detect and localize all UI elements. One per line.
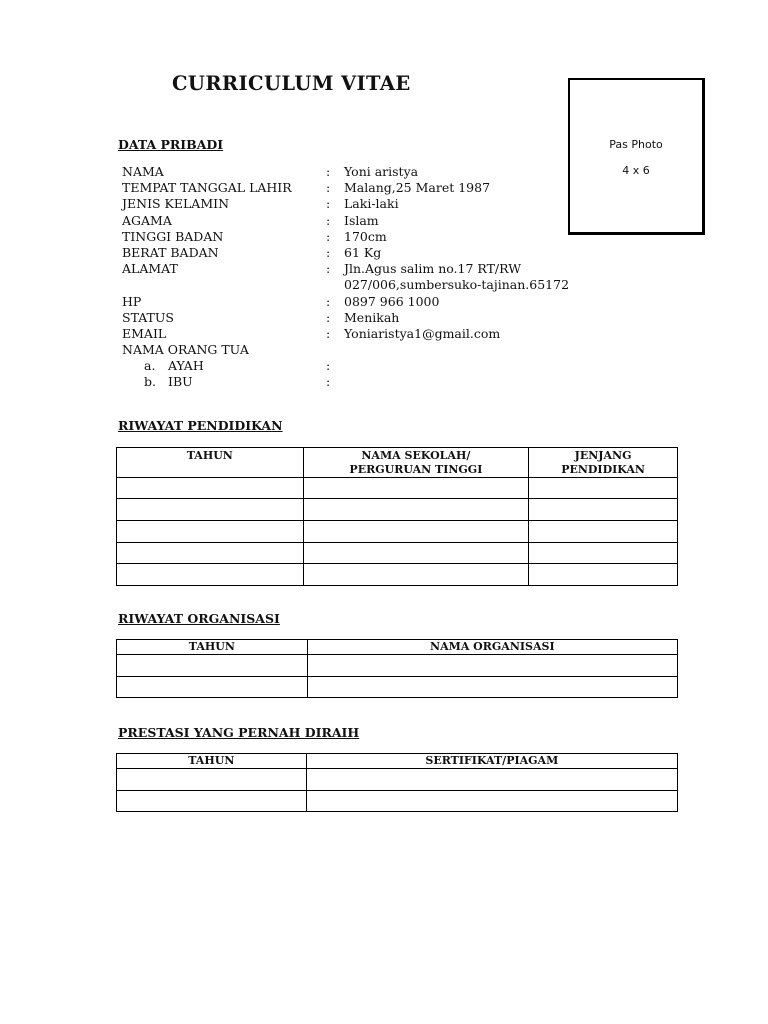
info-label: TEMPAT TANGGAL LAHIR <box>122 180 292 196</box>
header-pendidikan: PENDIDIKAN <box>561 463 645 476</box>
table-cell[interactable] <box>117 769 307 791</box>
table-cell[interactable] <box>303 543 529 564</box>
info-label: AYAH <box>168 358 204 374</box>
info-label: STATUS <box>122 309 174 325</box>
table-cell[interactable] <box>117 655 308 677</box>
table-row <box>117 791 678 812</box>
info-colon: : <box>326 325 331 341</box>
table-row <box>117 521 678 543</box>
info-value: 027/006,sumbersuko-tajinan.65172 <box>344 277 570 293</box>
table-row <box>117 478 678 499</box>
parent-item <box>144 374 193 390</box>
header-cell <box>307 640 677 655</box>
info-row <box>122 261 602 277</box>
list-marker: b. <box>144 374 156 390</box>
info-row <box>122 180 602 196</box>
table-cell[interactable] <box>303 499 529 521</box>
header-cell <box>306 754 677 769</box>
table-row <box>117 677 678 698</box>
info-value: Menikah <box>344 309 400 325</box>
info-colon: : <box>326 228 331 244</box>
info-label: JENIS KELAMIN <box>122 196 230 212</box>
info-row <box>122 374 602 390</box>
table-header-row <box>117 640 678 655</box>
table-cell[interactable] <box>307 655 677 677</box>
info-row <box>122 229 602 245</box>
table-cell[interactable] <box>306 791 677 812</box>
header-cell <box>117 754 307 769</box>
info-colon: : <box>326 244 331 260</box>
table-row <box>117 564 678 586</box>
header-tahun: TAHUN <box>188 754 235 767</box>
info-colon: : <box>326 309 331 325</box>
header-tahun: TAHUN <box>188 640 235 653</box>
info-value: Islam <box>344 212 379 228</box>
header-jenjang: JENJANG <box>574 449 632 462</box>
header-cell <box>529 448 678 478</box>
info-value: Yoniaristya1@gmail.com <box>344 325 501 341</box>
table-cell[interactable] <box>529 521 678 543</box>
info-colon: : <box>326 164 331 179</box>
photo-size: 4 x 6 <box>622 164 650 177</box>
header-cell <box>303 448 529 478</box>
header-cell <box>117 448 304 478</box>
photo-label: Pas Photo <box>609 138 663 151</box>
header-sertifikat-piagam: SERTIFIKAT/PIAGAM <box>425 754 559 767</box>
table-row <box>117 769 678 791</box>
info-label: TINGGI BADAN <box>122 228 224 244</box>
info-row <box>122 213 602 229</box>
info-value: 170cm <box>344 228 387 244</box>
table-cell[interactable] <box>303 478 529 499</box>
info-colon: : <box>326 212 331 228</box>
table-header-row <box>117 448 678 478</box>
info-value: 61 Kg <box>344 244 382 260</box>
organization-table <box>116 639 678 698</box>
info-label: BERAT BADAN <box>122 244 219 260</box>
section-heading-riwayat-organisasi: RIWAYAT ORGANISASI <box>118 611 280 626</box>
table-cell[interactable] <box>117 564 304 586</box>
info-label: AGAMA <box>122 212 172 228</box>
parents-label: NAMA ORANG TUA <box>122 342 249 358</box>
header-tahun: TAHUN <box>186 449 233 462</box>
header-perguruan-tinggi: PERGURUAN TINGGI <box>349 463 483 476</box>
info-colon: : <box>326 374 331 390</box>
table-header-row <box>117 754 678 769</box>
info-row <box>122 164 602 180</box>
header-nama-organisasi: NAMA ORGANISASI <box>430 640 555 653</box>
section-heading-data-pribadi: DATA PRIBADI <box>118 137 224 152</box>
table-row <box>117 499 678 521</box>
info-row <box>122 342 602 358</box>
info-row-continued <box>122 277 602 293</box>
info-row <box>122 310 602 326</box>
info-value: Laki-laki <box>344 196 399 212</box>
info-label: NAMA <box>122 164 164 179</box>
info-row <box>122 245 602 261</box>
table-cell[interactable] <box>117 478 304 499</box>
info-row <box>122 294 602 310</box>
education-table <box>116 447 678 586</box>
info-colon: : <box>326 293 331 309</box>
table-cell[interactable] <box>529 499 678 521</box>
info-label: IBU <box>168 374 193 390</box>
table-cell[interactable] <box>303 564 529 586</box>
personal-info <box>122 164 602 391</box>
document-title: CURRICULUM VITAE <box>172 72 411 95</box>
list-marker: a. <box>144 358 156 374</box>
table-cell[interactable] <box>303 521 529 543</box>
table-cell[interactable] <box>529 564 678 586</box>
parent-item <box>144 358 204 374</box>
table-row <box>117 655 678 677</box>
table-cell[interactable] <box>117 677 308 698</box>
table-cell[interactable] <box>529 478 678 499</box>
info-label: EMAIL <box>122 325 167 341</box>
table-row <box>117 543 678 564</box>
section-heading-riwayat-pendidikan: RIWAYAT PENDIDIKAN <box>118 418 283 433</box>
info-row <box>122 196 602 212</box>
header-cell <box>117 640 308 655</box>
header-nama-sekolah: NAMA SEKOLAH/ <box>361 449 471 462</box>
table-cell[interactable] <box>117 521 304 543</box>
table-cell[interactable] <box>529 543 678 564</box>
info-row <box>122 326 602 342</box>
achievement-table <box>116 753 678 812</box>
info-row <box>122 358 602 374</box>
info-colon: : <box>326 196 331 212</box>
info-colon: : <box>326 261 331 277</box>
table-cell[interactable] <box>117 543 304 564</box>
info-label: ALAMAT <box>122 261 178 277</box>
table-cell[interactable] <box>117 791 307 812</box>
info-colon: : <box>326 358 331 374</box>
info-value: 0897 966 1000 <box>344 293 440 309</box>
info-value: Malang,25 Maret 1987 <box>344 180 491 196</box>
info-label: HP <box>122 293 142 309</box>
info-value: Jln.Agus salim no.17 RT/RW <box>344 261 522 277</box>
table-cell[interactable] <box>306 769 677 791</box>
info-value: Yoni aristya <box>344 164 419 179</box>
section-heading-prestasi: PRESTASI YANG PERNAH DIRAIH <box>118 725 360 740</box>
table-cell[interactable] <box>117 499 304 521</box>
table-cell[interactable] <box>307 677 677 698</box>
info-colon: : <box>326 180 331 196</box>
